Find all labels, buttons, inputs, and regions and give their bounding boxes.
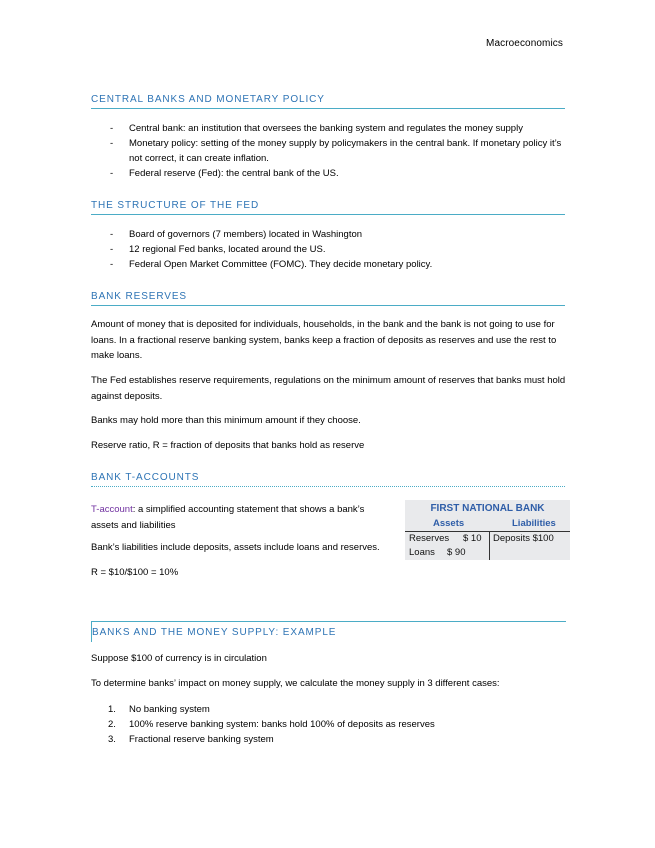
central-banks-list (0, 121, 655, 181)
list-item-text: No banking system (129, 704, 210, 715)
t-account-definition-text: : a simplified accounting statement that shows a bank’s assets and liabilities (91, 504, 365, 531)
list-item-text: Fractional reserve banking system (129, 734, 274, 745)
list-item (0, 732, 655, 747)
t-account-term: T-account (91, 504, 133, 515)
list-item: - Federal reserve (Fed): the central bank of the US. (0, 166, 655, 181)
reserves-paragraph-4: Reserve ratio, R = fraction of deposits that banks hold as reserve (91, 440, 365, 451)
t-account-horizontal-rule (405, 531, 570, 532)
t-account-table (405, 500, 570, 560)
list-item-text: 100% reserve banking system: banks hold 100% of deposits as reserves (129, 719, 435, 730)
list-item: - 12 regional Fed banks, located around the US. (0, 242, 655, 257)
cases-list (0, 702, 655, 747)
list-item: - Central bank: an institution that oversees the banking system and regulates the money supply (0, 121, 655, 136)
list-number: 1. (108, 704, 116, 715)
t-account-reserves-label: Reserves (409, 533, 450, 544)
example-paragraph-2: To determine banks’ impact on money supply, we calculate the money supply in 3 different cases: (91, 678, 500, 689)
t-account-vertical-rule (489, 531, 490, 560)
list-number: 2. (108, 719, 116, 730)
list-item: - Monetary policy: setting of the money supply by policymakers in the central bank. If monetary policy it’s not correct, it can create inflation. (0, 136, 655, 166)
reserve-ratio-text: R = $10/$100 = 10% (91, 567, 179, 578)
list-number: 3. (108, 734, 116, 745)
reserves-paragraph-2: The Fed establishes reserve requirements, regulations on the minimum amount of reserves that banks must hold against deposits. (91, 375, 566, 402)
structure-fed-list (0, 227, 655, 272)
example-paragraph-1: Suppose $100 of currency is in circulation (91, 653, 267, 664)
t-account-loans-value: $ 90 (447, 547, 466, 558)
heading-money-supply-example: BANKS AND THE MONEY SUPPLY: EXAMPLE (91, 621, 566, 642)
reserves-paragraph-1: Amount of money that is deposited for individuals, households, in the bank and the bank is not going to use for loans. In a fractional reserve banking system, banks keep a fraction of deposits as reserves and use the rest to make loans. (91, 319, 557, 361)
t-account-reserves-value: $ 10 (463, 533, 482, 544)
t-account-definition (91, 502, 391, 533)
reserves-paragraph-3: Banks may hold more than this minimum amount if they choose. (91, 415, 361, 426)
heading-central-banks: CENTRAL BANKS AND MONETARY POLICY (91, 94, 565, 109)
t-account-deposits: Deposits $100 (493, 533, 554, 544)
heading-structure-fed: THE STRUCTURE OF THE FED (91, 200, 565, 215)
list-item: - Federal Open Market Committee (FOMC). They decide monetary policy. (0, 257, 655, 272)
heading-bank-t-accounts: BANK T-ACCOUNTS (91, 472, 565, 487)
heading-bank-reserves: BANK RESERVES (91, 291, 565, 306)
list-item (0, 702, 655, 717)
list-item (0, 717, 655, 732)
t-account-loans-label: Loans (409, 547, 435, 558)
t-account-bank-name: FIRST NATIONAL BANK (430, 503, 545, 514)
list-item: - Board of governors (7 members) located in Washington (0, 227, 655, 242)
liabilities-text: Bank’s liabilities include deposits, assets include loans and reserves. (91, 542, 380, 553)
t-account-assets-header: Assets (433, 518, 465, 529)
t-account-liabilities-header: Liabilities (512, 518, 556, 529)
page-header-title: Macroeconomics (486, 38, 563, 49)
